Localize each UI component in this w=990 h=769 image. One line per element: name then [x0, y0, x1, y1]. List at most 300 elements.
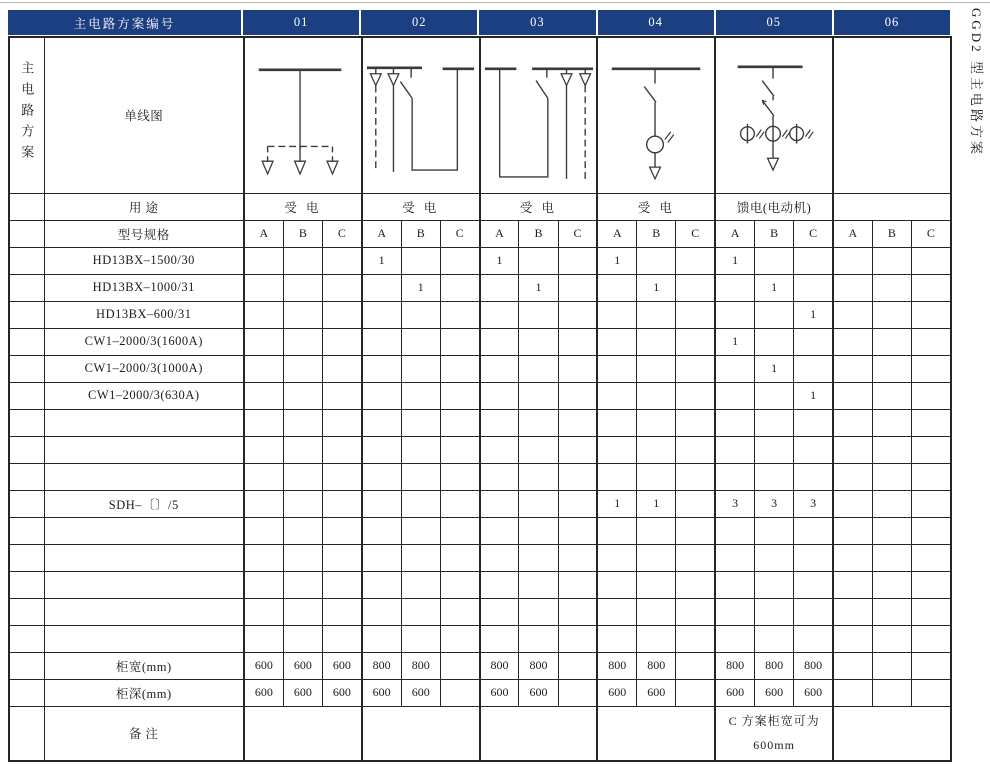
- grid-cell-01-A: [244, 625, 283, 652]
- grid-cell-03-A: [480, 598, 519, 625]
- grid-cell-06-C: [912, 382, 951, 409]
- grid-cell-03-B: [519, 544, 558, 571]
- grid-cell-06-A: [833, 247, 872, 274]
- header-scheme-01: 01: [243, 10, 359, 35]
- grid-cell-02-C: [440, 544, 479, 571]
- grid-cell-01-B: [283, 409, 322, 436]
- side-cell: [9, 463, 44, 490]
- grid-cell-04-A: [597, 409, 636, 436]
- grid-cell-03-C: [558, 652, 597, 679]
- grid-cell-06-C: [912, 301, 951, 328]
- grid-cell-03-B: [519, 463, 558, 490]
- grid-cell-04-C: [676, 544, 715, 571]
- grid-cell-03-C: [558, 328, 597, 355]
- row-label: 柜宽(mm): [44, 652, 244, 679]
- grid-cell-05-A: [715, 274, 754, 301]
- grid-cell-04-C: [676, 652, 715, 679]
- scheme-sheet: [8, 10, 950, 762]
- grid-cell-02-B: [401, 625, 440, 652]
- grid-cell-04-B: [637, 517, 676, 544]
- table-row: [9, 382, 951, 409]
- grid-cell-06-A: [833, 517, 872, 544]
- grid-cell-02-A: [362, 382, 401, 409]
- table-row: [9, 301, 951, 328]
- grid-cell-02-C: C: [440, 220, 479, 247]
- grid-cell-05-A: [715, 544, 754, 571]
- grid-cell-04-B: [637, 301, 676, 328]
- grid-cell-03-C: [558, 544, 597, 571]
- side-cell: [9, 382, 44, 409]
- grid-cell-05-A: [715, 436, 754, 463]
- grid-cell-05-C: 600: [794, 679, 833, 706]
- grid-cell-01-B: [283, 247, 322, 274]
- grid-cell-02-A: [362, 328, 401, 355]
- grid-cell-06-B: [872, 382, 911, 409]
- grid-cell-04-C: [676, 625, 715, 652]
- grid-cell-06-C: [912, 274, 951, 301]
- grid-cell-04-B: [637, 328, 676, 355]
- grid-cell-05-A: [715, 355, 754, 382]
- grid-cell-01-B: [283, 598, 322, 625]
- grid-cell-01-C: [323, 625, 362, 652]
- grid-cell-05-C: [794, 274, 833, 301]
- grid-cell-05-B: [754, 328, 793, 355]
- circuit-diagram-04-icon: [599, 38, 714, 192]
- grid-cell-02-C: [440, 247, 479, 274]
- grid-cell-04-C: C: [676, 220, 715, 247]
- grid-cell-04-B: [637, 544, 676, 571]
- grid-cell-02-B: [401, 247, 440, 274]
- grid-body: [9, 220, 951, 706]
- grid-cell-05-A: [715, 571, 754, 598]
- grid-cell-04-C: [676, 301, 715, 328]
- grid-cell-03-B: [519, 328, 558, 355]
- grid-cell-05-C: [794, 463, 833, 490]
- grid-cell-01-B: [283, 490, 322, 517]
- grid-cell-05-C: C: [794, 220, 833, 247]
- circuit-diagram-02-icon: [363, 38, 478, 192]
- top-body: [9, 37, 951, 220]
- grid-cell-03-A: 600: [480, 679, 519, 706]
- grid-cell-03-C: [558, 247, 597, 274]
- grid-cell-06-A: [833, 544, 872, 571]
- grid-cell-06-C: [912, 517, 951, 544]
- side-cell: [9, 220, 44, 247]
- row-label: 柜深(mm): [44, 679, 244, 706]
- grid-cell-02-C: [440, 409, 479, 436]
- side-cell: [9, 193, 44, 220]
- grid-cell-04-C: [676, 463, 715, 490]
- grid-cell-05-A: 600: [715, 679, 754, 706]
- single-line-diagram-02: [362, 37, 480, 193]
- table-row: [9, 436, 951, 463]
- grid-cell-01-C: [323, 463, 362, 490]
- side-vertical-label-cell: [9, 37, 44, 193]
- grid-cell-02-A: [362, 625, 401, 652]
- grid-cell-03-A: [480, 274, 519, 301]
- single-line-diagram-06: [833, 37, 951, 193]
- scheme-number-header: [8, 10, 950, 35]
- header-scheme-04: 04: [598, 10, 714, 35]
- grid-cell-01-B: [283, 355, 322, 382]
- grid-cell-05-C: [794, 544, 833, 571]
- grid-cell-01-A: [244, 463, 283, 490]
- grid-cell-04-B: [637, 625, 676, 652]
- grid-cell-03-C: [558, 436, 597, 463]
- side-cell: [9, 544, 44, 571]
- grid-cell-03-C: [558, 598, 597, 625]
- grid-cell-02-B: 600: [401, 679, 440, 706]
- table-row: [9, 490, 951, 517]
- grid-cell-04-A: 1: [597, 247, 636, 274]
- usage-scheme-03: 受 电: [480, 193, 598, 220]
- grid-cell-02-C: [440, 355, 479, 382]
- grid-cell-04-C: [676, 355, 715, 382]
- grid-cell-05-C: [794, 571, 833, 598]
- table-row: [9, 355, 951, 382]
- grid-cell-02-B: 1: [401, 274, 440, 301]
- grid-cell-03-B: [519, 355, 558, 382]
- grid-cell-02-B: B: [401, 220, 440, 247]
- grid-cell-01-B: [283, 301, 322, 328]
- grid-cell-04-B: 1: [637, 274, 676, 301]
- grid-cell-05-A: [715, 382, 754, 409]
- grid-cell-05-B: 3: [754, 490, 793, 517]
- remark-scheme-02: [362, 706, 480, 761]
- table-row: [9, 652, 951, 679]
- table-row: [9, 247, 951, 274]
- table-row: [9, 544, 951, 571]
- grid-cell-02-B: [401, 490, 440, 517]
- table-row: [9, 409, 951, 436]
- grid-cell-02-A: [362, 436, 401, 463]
- grid-cell-03-C: C: [558, 220, 597, 247]
- spec-header-row: [9, 220, 951, 247]
- grid-cell-03-A: 800: [480, 652, 519, 679]
- grid-cell-06-B: [872, 598, 911, 625]
- grid-cell-05-C: 1: [794, 301, 833, 328]
- grid-cell-04-A: [597, 598, 636, 625]
- grid-cell-01-C: [323, 517, 362, 544]
- grid-cell-04-C: [676, 436, 715, 463]
- grid-cell-02-A: 800: [362, 652, 401, 679]
- grid-cell-06-B: [872, 247, 911, 274]
- grid-cell-03-B: [519, 598, 558, 625]
- grid-cell-02-A: A: [362, 220, 401, 247]
- row-label: [44, 625, 244, 652]
- grid-cell-02-B: 800: [401, 652, 440, 679]
- side-cell: [9, 517, 44, 544]
- grid-cell-02-C: [440, 463, 479, 490]
- grid-cell-05-B: [754, 598, 793, 625]
- grid-cell-02-A: [362, 517, 401, 544]
- grid-cell-02-C: [440, 328, 479, 355]
- grid-cell-04-A: A: [597, 220, 636, 247]
- grid-cell-02-B: [401, 436, 440, 463]
- grid-cell-02-A: [362, 274, 401, 301]
- grid-cell-06-A: [833, 328, 872, 355]
- grid-cell-04-C: [676, 328, 715, 355]
- grid-cell-01-C: [323, 247, 362, 274]
- grid-cell-03-A: [480, 517, 519, 544]
- grid-cell-06-B: [872, 274, 911, 301]
- grid-cell-01-A: A: [244, 220, 283, 247]
- grid-cell-02-B: [401, 355, 440, 382]
- grid-cell-01-A: [244, 571, 283, 598]
- grid-cell-06-A: [833, 301, 872, 328]
- grid-cell-06-C: [912, 247, 951, 274]
- grid-cell-04-B: 600: [637, 679, 676, 706]
- side-cell: [9, 355, 44, 382]
- scheme-table: [8, 36, 952, 762]
- grid-cell-03-A: [480, 625, 519, 652]
- grid-cell-06-C: [912, 571, 951, 598]
- grid-cell-05-B: [754, 625, 793, 652]
- grid-cell-04-C: [676, 517, 715, 544]
- grid-cell-03-B: [519, 436, 558, 463]
- grid-cell-02-C: [440, 679, 479, 706]
- usage-row: [9, 193, 951, 220]
- grid-cell-06-B: [872, 571, 911, 598]
- remark-scheme-03: [480, 706, 598, 761]
- grid-cell-04-A: [597, 328, 636, 355]
- grid-cell-03-B: [519, 301, 558, 328]
- usage-scheme-01: 受 电: [244, 193, 362, 220]
- grid-cell-04-C: [676, 490, 715, 517]
- grid-cell-04-C: [676, 679, 715, 706]
- grid-cell-04-B: [637, 436, 676, 463]
- grid-cell-02-B: [401, 544, 440, 571]
- grid-cell-01-C: [323, 598, 362, 625]
- grid-cell-05-A: 3: [715, 490, 754, 517]
- side-cell: [9, 409, 44, 436]
- single-line-diagram-05: [715, 37, 833, 193]
- grid-cell-06-A: [833, 409, 872, 436]
- grid-cell-06-B: [872, 355, 911, 382]
- grid-cell-02-A: [362, 571, 401, 598]
- grid-cell-02-A: 600: [362, 679, 401, 706]
- grid-cell-04-B: 800: [637, 652, 676, 679]
- grid-cell-02-B: [401, 409, 440, 436]
- header-scheme-06: 06: [834, 10, 950, 35]
- header-scheme-02: 02: [361, 10, 477, 35]
- grid-cell-02-A: [362, 598, 401, 625]
- grid-cell-05-B: 1: [754, 274, 793, 301]
- row-label: SDH–〔〕/5: [44, 490, 244, 517]
- grid-cell-05-C: [794, 409, 833, 436]
- table-row: [9, 679, 951, 706]
- grid-cell-02-B: [401, 463, 440, 490]
- grid-cell-01-A: [244, 490, 283, 517]
- row-label: 型号规格: [44, 220, 244, 247]
- grid-cell-05-A: [715, 625, 754, 652]
- grid-cell-02-C: [440, 571, 479, 598]
- grid-cell-01-C: [323, 328, 362, 355]
- grid-cell-06-C: [912, 328, 951, 355]
- grid-cell-05-C: [794, 598, 833, 625]
- grid-cell-01-C: [323, 571, 362, 598]
- grid-cell-01-A: [244, 598, 283, 625]
- grid-cell-06-B: [872, 517, 911, 544]
- row-label: [44, 409, 244, 436]
- grid-cell-01-A: [244, 436, 283, 463]
- grid-cell-03-B: [519, 490, 558, 517]
- grid-cell-02-A: [362, 463, 401, 490]
- grid-cell-05-A: 1: [715, 328, 754, 355]
- grid-cell-06-A: [833, 598, 872, 625]
- grid-cell-02-A: [362, 409, 401, 436]
- grid-cell-01-B: [283, 517, 322, 544]
- grid-cell-03-B: [519, 247, 558, 274]
- grid-cell-03-A: [480, 436, 519, 463]
- grid-cell-03-B: [519, 517, 558, 544]
- grid-cell-01-C: 600: [323, 652, 362, 679]
- grid-cell-04-B: [637, 463, 676, 490]
- grid-cell-01-C: [323, 274, 362, 301]
- grid-cell-03-C: [558, 382, 597, 409]
- grid-cell-03-B: [519, 382, 558, 409]
- usage-scheme-05: 馈电(电动机): [715, 193, 833, 220]
- grid-cell-02-C: [440, 652, 479, 679]
- grid-cell-01-C: C: [323, 220, 362, 247]
- grid-cell-02-B: [401, 301, 440, 328]
- side-vertical-label: 主电路方案: [19, 60, 35, 166]
- grid-cell-05-B: [754, 436, 793, 463]
- grid-cell-03-C: [558, 517, 597, 544]
- grid-cell-03-C: [558, 490, 597, 517]
- grid-cell-01-A: [244, 328, 283, 355]
- grid-cell-04-B: [637, 247, 676, 274]
- circuit-diagram-05-icon: [717, 38, 832, 192]
- side-cell: [9, 625, 44, 652]
- grid-cell-01-B: [283, 571, 322, 598]
- grid-cell-01-B: [283, 625, 322, 652]
- grid-cell-06-A: [833, 679, 872, 706]
- grid-cell-03-A: [480, 301, 519, 328]
- remark-scheme-05: [715, 706, 833, 761]
- side-cell: [9, 571, 44, 598]
- grid-cell-06-A: A: [833, 220, 872, 247]
- grid-cell-05-C: [794, 517, 833, 544]
- grid-cell-04-B: [637, 355, 676, 382]
- grid-cell-01-A: 600: [244, 652, 283, 679]
- grid-cell-03-B: 800: [519, 652, 558, 679]
- remark-text-line1: C 方案柜宽可为: [728, 714, 820, 729]
- grid-cell-06-A: [833, 274, 872, 301]
- grid-cell-04-A: [597, 355, 636, 382]
- grid-cell-03-B: [519, 571, 558, 598]
- grid-cell-04-A: [597, 382, 636, 409]
- remark-row: [9, 706, 951, 761]
- grid-cell-04-A: [597, 436, 636, 463]
- row-label: [44, 517, 244, 544]
- grid-cell-04-C: [676, 571, 715, 598]
- grid-cell-05-B: [754, 463, 793, 490]
- grid-cell-01-A: [244, 409, 283, 436]
- grid-cell-06-B: [872, 409, 911, 436]
- grid-cell-06-A: [833, 571, 872, 598]
- grid-cell-03-A: [480, 355, 519, 382]
- single-line-diagram-04: [597, 37, 715, 193]
- grid-cell-02-A: [362, 490, 401, 517]
- row-label: HD13BX–1000/31: [44, 274, 244, 301]
- row-label: [44, 571, 244, 598]
- grid-cell-06-C: [912, 490, 951, 517]
- grid-cell-02-B: [401, 328, 440, 355]
- grid-cell-02-C: [440, 517, 479, 544]
- grid-cell-01-B: [283, 328, 322, 355]
- grid-cell-05-A: [715, 301, 754, 328]
- grid-cell-05-C: [794, 247, 833, 274]
- grid-cell-03-A: [480, 409, 519, 436]
- grid-cell-03-C: [558, 463, 597, 490]
- row-label: [44, 436, 244, 463]
- header-scheme-03: 03: [479, 10, 595, 35]
- grid-cell-06-C: [912, 544, 951, 571]
- grid-cell-04-A: [597, 301, 636, 328]
- row-label: CW1–2000/3(1600A): [44, 328, 244, 355]
- grid-cell-01-B: B: [283, 220, 322, 247]
- grid-cell-06-A: [833, 625, 872, 652]
- grid-cell-06-A: [833, 463, 872, 490]
- single-line-diagram-03: [480, 37, 598, 193]
- grid-cell-06-B: [872, 544, 911, 571]
- grid-cell-05-B: 1: [754, 355, 793, 382]
- side-cell: [9, 274, 44, 301]
- grid-cell-03-B: 1: [519, 274, 558, 301]
- grid-cell-06-A: [833, 382, 872, 409]
- diagram-row-label: 单线图: [44, 37, 244, 193]
- grid-cell-05-A: [715, 517, 754, 544]
- grid-cell-01-C: [323, 436, 362, 463]
- grid-cell-03-A: [480, 382, 519, 409]
- grid-cell-03-C: [558, 409, 597, 436]
- grid-cell-05-A: A: [715, 220, 754, 247]
- grid-cell-03-A: [480, 544, 519, 571]
- remark-scheme-01: [244, 706, 362, 761]
- grid-cell-04-C: [676, 409, 715, 436]
- grid-cell-03-A: [480, 490, 519, 517]
- remark-row-label: 备 注: [44, 706, 244, 761]
- grid-cell-04-B: B: [637, 220, 676, 247]
- usage-row-label: 用 途: [44, 193, 244, 220]
- table-row: [9, 517, 951, 544]
- grid-cell-02-C: [440, 382, 479, 409]
- grid-cell-06-B: [872, 301, 911, 328]
- row-label: [44, 598, 244, 625]
- grid-cell-03-C: [558, 301, 597, 328]
- grid-cell-04-B: [637, 382, 676, 409]
- grid-cell-03-C: [558, 679, 597, 706]
- table-row: [9, 463, 951, 490]
- side-cell: [9, 328, 44, 355]
- grid-cell-01-C: [323, 355, 362, 382]
- grid-cell-02-B: [401, 517, 440, 544]
- grid-cell-05-B: [754, 517, 793, 544]
- grid-cell-05-B: [754, 571, 793, 598]
- grid-cell-06-B: [872, 679, 911, 706]
- grid-cell-06-C: [912, 463, 951, 490]
- grid-cell-01-A: [244, 517, 283, 544]
- table-row: [9, 598, 951, 625]
- grid-cell-03-B: B: [519, 220, 558, 247]
- grid-cell-01-B: 600: [283, 679, 322, 706]
- table-row: [9, 274, 951, 301]
- grid-cell-05-B: [754, 382, 793, 409]
- grid-cell-04-B: [637, 598, 676, 625]
- grid-cell-01-A: [244, 355, 283, 382]
- side-cell: [9, 652, 44, 679]
